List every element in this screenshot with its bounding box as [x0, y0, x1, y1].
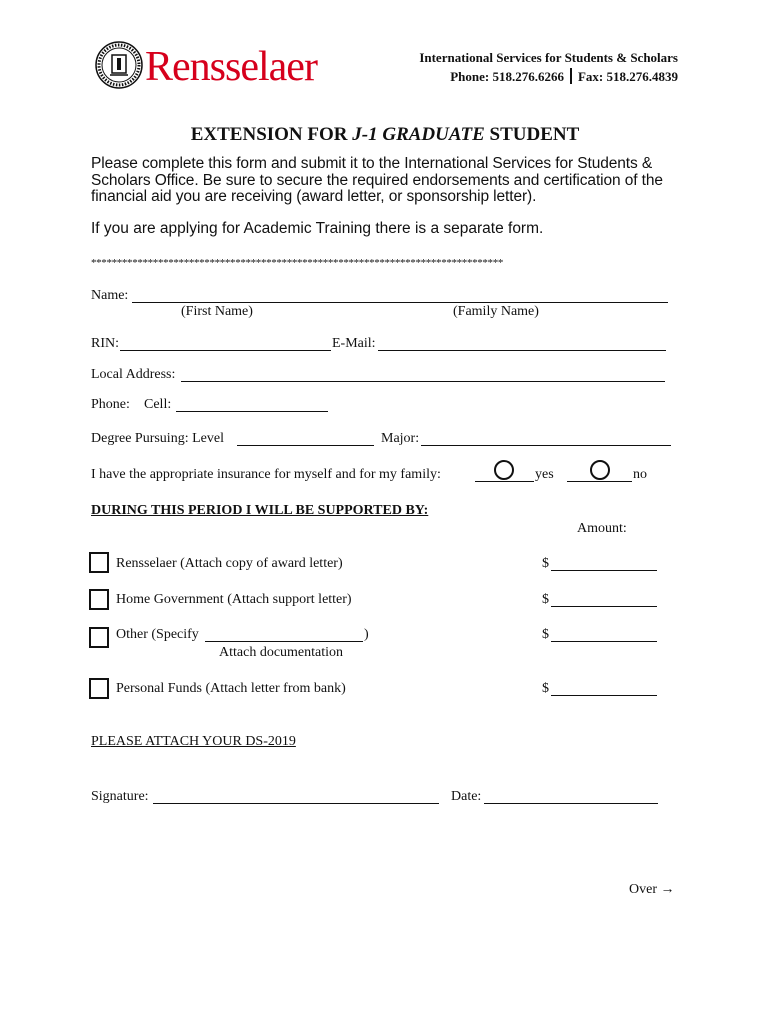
other-close-paren: ): [364, 627, 369, 642]
office-name: International Services for Students & Scholars: [419, 50, 678, 65]
degree-level-field[interactable]: [237, 445, 374, 446]
rin-field[interactable]: [120, 350, 331, 351]
separator-line: ********************************************************************************: [91, 257, 504, 269]
insurance-yes-label: yes: [535, 467, 554, 482]
personal-funds-amount-field[interactable]: [551, 695, 657, 696]
rensselaer-checkbox[interactable]: [89, 552, 109, 573]
other-option-label: Other (Specify: [116, 627, 199, 642]
family-name-caption: (Family Name): [453, 304, 539, 319]
ds2019-attach-note: PLEASE ATTACH YOUR DS-2019: [91, 734, 296, 749]
form-title: EXTENSION FOR J-1 GRADUATE STUDENT: [190, 124, 580, 145]
currency-sign: $: [542, 627, 549, 642]
home-government-checkbox[interactable]: [89, 589, 109, 610]
home-government-amount-field[interactable]: [551, 606, 657, 607]
other-attach-note: Attach documentation: [219, 645, 344, 660]
insurance-question: I have the appropriate insurance for myself and for my family:: [91, 467, 441, 482]
email-label: E-Mail:: [332, 336, 376, 351]
signature-label: Signature:: [91, 789, 149, 804]
date-field[interactable]: [484, 803, 658, 804]
personal-funds-option-label: Personal Funds (Attach letter from bank): [116, 681, 346, 696]
other-amount-field[interactable]: [551, 641, 657, 642]
rensselaer-option-label: Rensselaer (Attach copy of award letter): [116, 556, 343, 571]
insurance-no-line: [567, 481, 632, 482]
academic-training-note: If you are applying for Academic Training there is a separate form.: [91, 220, 544, 237]
cell-label: Cell:: [144, 397, 172, 412]
local-address-label: Local Address:: [91, 367, 176, 382]
personal-funds-checkbox[interactable]: [89, 678, 109, 699]
major-label: Major:: [381, 431, 420, 446]
over-indicator: Over →: [629, 882, 675, 897]
divider: [570, 68, 572, 84]
major-field[interactable]: [421, 445, 671, 446]
insurance-no-label: no: [633, 467, 647, 482]
rensselaer-wordmark: Rensselaer: [145, 44, 317, 90]
intro-paragraph: Please complete this form and submit it to the International Services for Students & Scholars Office. Be sure to secure the required endorsements and certification of the financial aid you are receiving (award letter, or sponsorship letter).: [91, 155, 663, 205]
fax-number: Fax: 518.276.4839: [577, 69, 678, 84]
phone-number: Phone: 518.276.6266: [450, 69, 564, 84]
home-government-option-label: Home Government (Attach support letter): [116, 592, 352, 607]
phone-label: Phone:: [91, 397, 130, 412]
contact-info: [450, 68, 678, 85]
first-name-caption: (First Name): [181, 304, 253, 319]
currency-sign: $: [542, 681, 549, 696]
email-field[interactable]: [378, 350, 666, 351]
name-label: Name:: [91, 288, 129, 303]
signature-field[interactable]: [153, 803, 439, 804]
degree-level-label: Degree Pursuing: Level: [91, 431, 224, 446]
currency-sign: $: [542, 556, 549, 571]
support-heading: DURING THIS PERIOD I WILL BE SUPPORTED BY:: [91, 503, 429, 518]
rin-label: RIN:: [91, 336, 119, 351]
insurance-yes-line: [475, 481, 534, 482]
other-specify-field[interactable]: [205, 641, 363, 642]
date-label: Date:: [451, 789, 482, 804]
name-field[interactable]: [132, 302, 668, 303]
cell-phone-field[interactable]: [176, 411, 328, 412]
rensselaer-amount-field[interactable]: [551, 570, 657, 571]
currency-sign: $: [542, 592, 549, 607]
local-address-field[interactable]: [181, 381, 665, 382]
insurance-no-radio[interactable]: [590, 460, 610, 480]
insurance-yes-radio[interactable]: [494, 460, 514, 480]
amount-header: Amount:: [577, 521, 627, 536]
other-checkbox[interactable]: [89, 627, 109, 648]
rensselaer-seal-logo: [95, 41, 143, 89]
